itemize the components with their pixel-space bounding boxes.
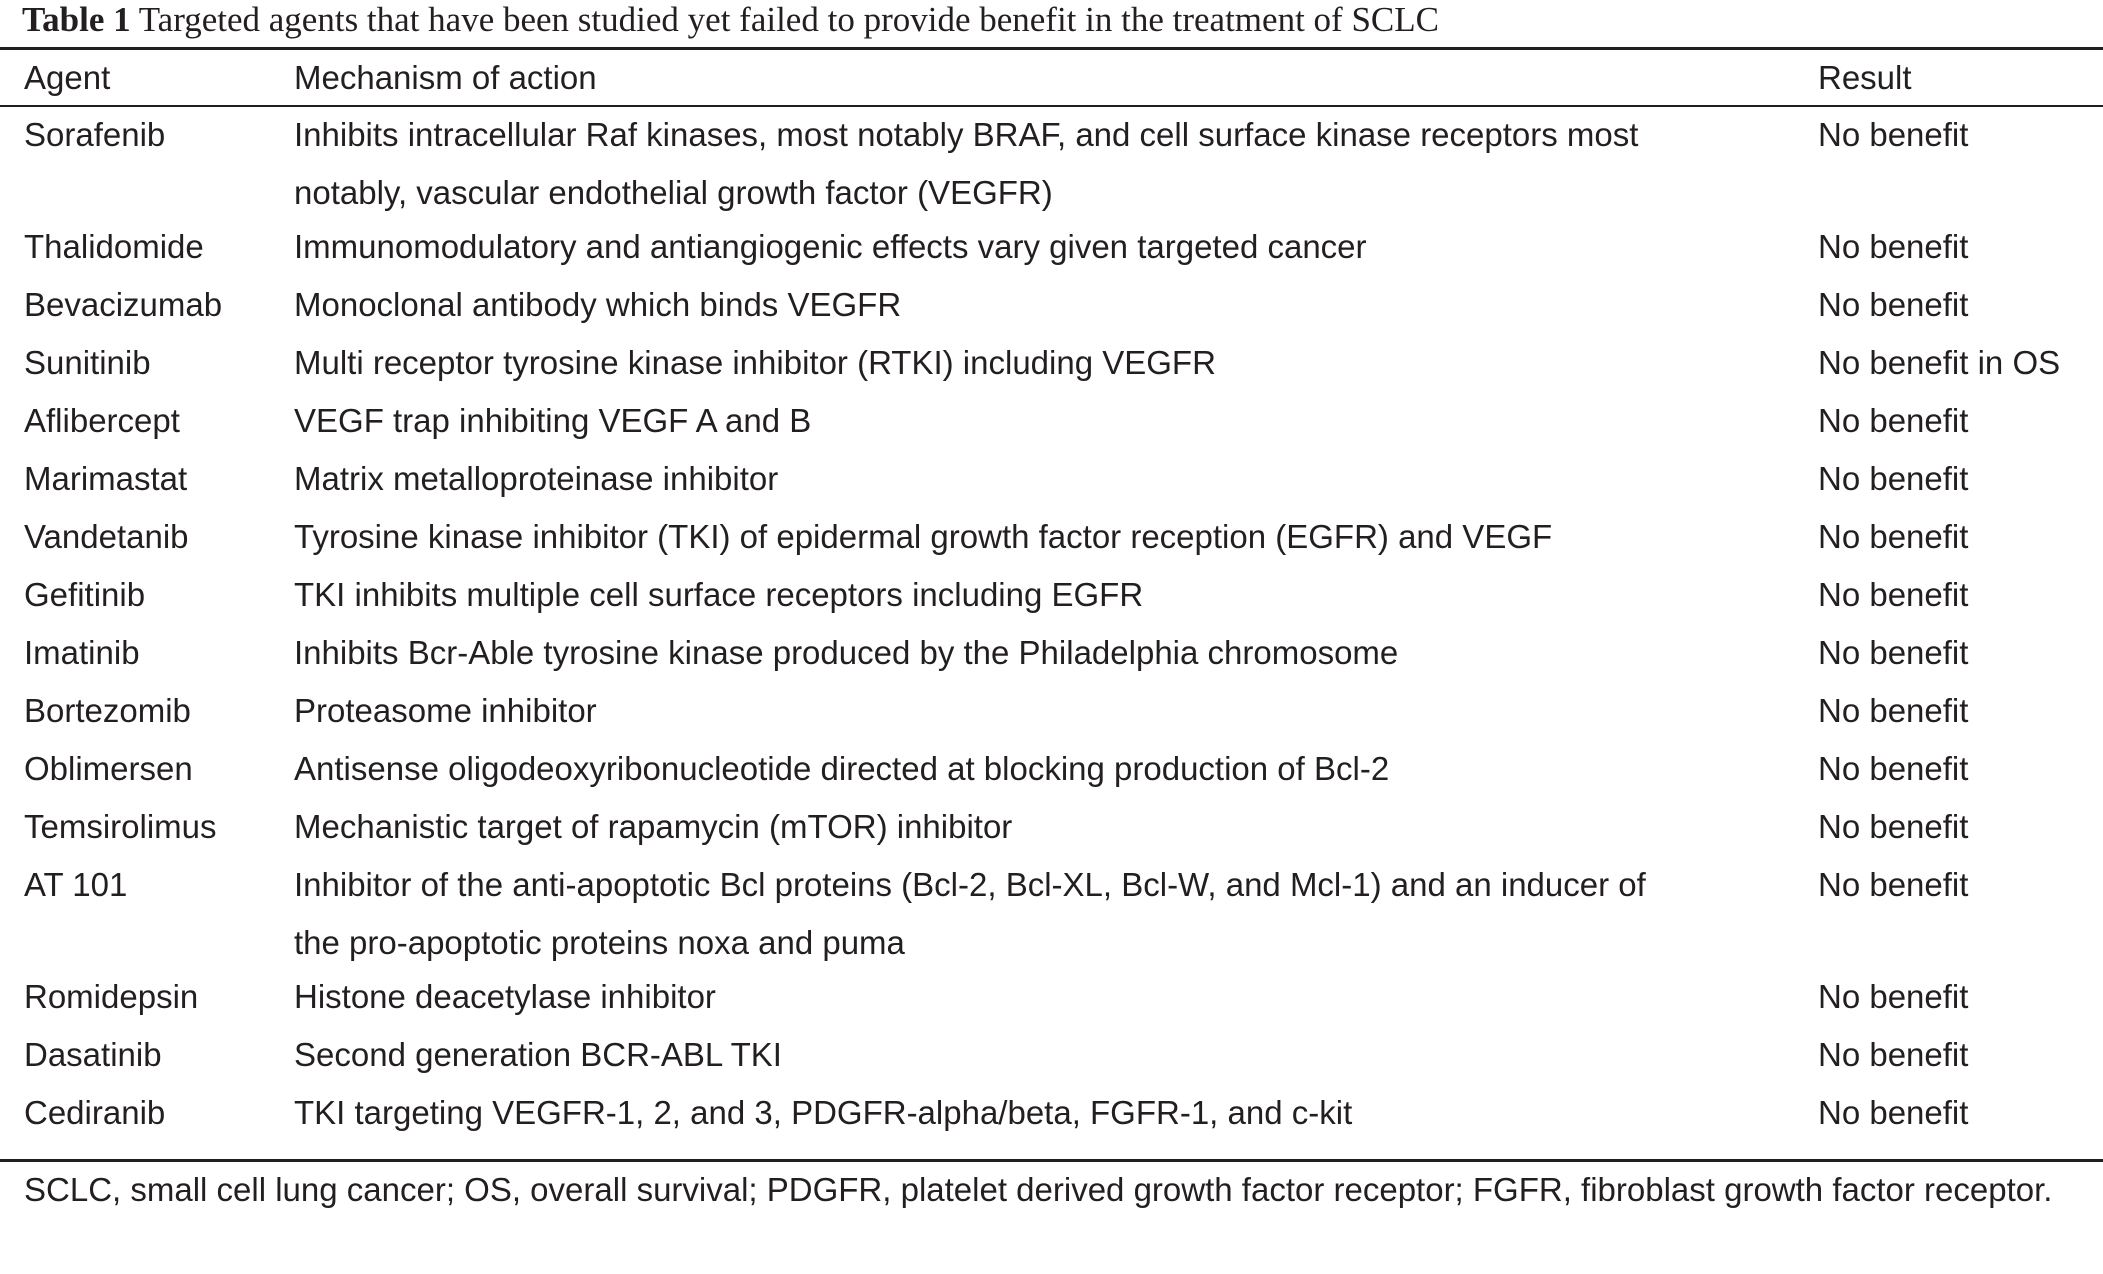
header-agent: Agent <box>24 59 111 96</box>
table-cell-result: No benefit <box>1818 460 1969 497</box>
header-mechanism: Mechanism of action <box>294 59 597 96</box>
table-cell-result: No benefit <box>1818 576 1969 613</box>
table-cell-mechanism: Mechanistic target of rapamycin (mTOR) inhibitor <box>294 808 1013 845</box>
table-bottom-rule <box>0 1159 2103 1162</box>
table-cell-mechanism: Monoclonal antibody which binds VEGFR <box>294 286 902 323</box>
table-cell-agent: Aflibercept <box>24 402 180 439</box>
table-cell-agent: Bevacizumab <box>24 286 223 323</box>
table-cell-mechanism: Inhibitor of the anti-apoptotic Bcl proteins (Bcl-2, Bcl-XL, Bcl-W, and Mcl-1) and an inducer of <box>294 866 1646 903</box>
table-cell-result: No benefit <box>1818 750 1969 787</box>
table-caption-label: Table 1 <box>22 0 131 39</box>
table-cell-mechanism: Inhibits intracellular Raf kinases, most notably BRAF, and cell surface kinase receptors most <box>294 116 1639 153</box>
table-cell-result: No benefit <box>1818 402 1969 439</box>
table-cell-result: No benefit <box>1818 116 1969 153</box>
table-cell-result: No benefit <box>1818 808 1969 845</box>
table-cell-mechanism: Histone deacetylase inhibitor <box>294 978 716 1015</box>
table-cell-mechanism: Matrix metalloproteinase inhibitor <box>294 460 779 497</box>
table-cell-mechanism: TKI inhibits multiple cell surface receptors including EGFR <box>294 576 1144 613</box>
table-cell-result: No benefit <box>1818 1094 1969 1131</box>
table-caption <box>22 0 1439 44</box>
table-cell-mechanism: Tyrosine kinase inhibitor (TKI) of epidermal growth factor reception (EGFR) and VEGF <box>294 518 1553 555</box>
table-cell-mechanism: Second generation BCR-ABL TKI <box>294 1036 782 1073</box>
table-cell-agent: Sunitinib <box>24 344 151 381</box>
table-caption-text: Targeted agents that have been studied yet failed to provide benefit in the treatment of SCLC <box>138 0 1439 39</box>
table-cell-agent: Romidepsin <box>24 978 199 1015</box>
table-cell-agent: Oblimersen <box>24 750 193 787</box>
table-cell-mechanism: Antisense oligodeoxyribonucleotide directed at blocking production of Bcl-2 <box>294 750 1390 787</box>
header-result: Result <box>1818 59 1912 96</box>
table-cell-result: No benefit <box>1818 692 1969 729</box>
table-cell-mechanism: notably, vascular endothelial growth factor (VEGFR) <box>294 174 1053 211</box>
table-cell-result: No benefit <box>1818 634 1969 671</box>
table-cell-result: No benefit <box>1818 866 1969 903</box>
table-cell-result: No benefit <box>1818 1036 1969 1073</box>
table-cell-mechanism: Multi receptor tyrosine kinase inhibitor (RTKI) including VEGFR <box>294 344 1216 381</box>
table-footnote: SCLC, small cell lung cancer; OS, overall survival; PDGFR, platelet derived growth factor receptor; FGFR, fibroblast growth factor receptor. <box>24 1171 2053 1208</box>
table-cell-agent: Bortezomib <box>24 692 191 729</box>
table-cell-agent: Marimastat <box>24 460 188 497</box>
table-header-rule <box>0 105 2103 107</box>
table-cell-result: No benefit <box>1818 978 1969 1015</box>
table-cell-result: No benefit <box>1818 228 1969 265</box>
table-cell-agent: Cediranib <box>24 1094 166 1131</box>
table-cell-mechanism: TKI targeting VEGFR-1, 2, and 3, PDGFR-alpha/beta, FGFR-1, and c-kit <box>294 1094 1353 1131</box>
table-cell-agent: Dasatinib <box>24 1036 162 1073</box>
table-cell-mechanism: VEGF trap inhibiting VEGF A and B <box>294 402 812 439</box>
table-cell-mechanism: Inhibits Bcr-Able tyrosine kinase produced by the Philadelphia chromosome <box>294 634 1399 671</box>
table-cell-result: No benefit <box>1818 286 1969 323</box>
table-cell-agent: Thalidomide <box>24 228 204 265</box>
table-cell-mechanism: Proteasome inhibitor <box>294 692 597 729</box>
table-cell-agent: Imatinib <box>24 634 140 671</box>
table-cell-agent: AT 101 <box>24 866 128 903</box>
table-cell-agent: Vandetanib <box>24 518 189 555</box>
table-cell-agent: Gefitinib <box>24 576 146 613</box>
table-cell-result: No benefit <box>1818 518 1969 555</box>
table-cell-mechanism: Immunomodulatory and antiangiogenic effects vary given targeted cancer <box>294 228 1367 265</box>
table-cell-agent: Sorafenib <box>24 116 166 153</box>
table-cell-result: No benefit in OS <box>1818 344 2061 381</box>
table-cell-agent: Temsirolimus <box>24 808 217 845</box>
table-cell-mechanism: the pro-apoptotic proteins noxa and puma <box>294 924 905 961</box>
